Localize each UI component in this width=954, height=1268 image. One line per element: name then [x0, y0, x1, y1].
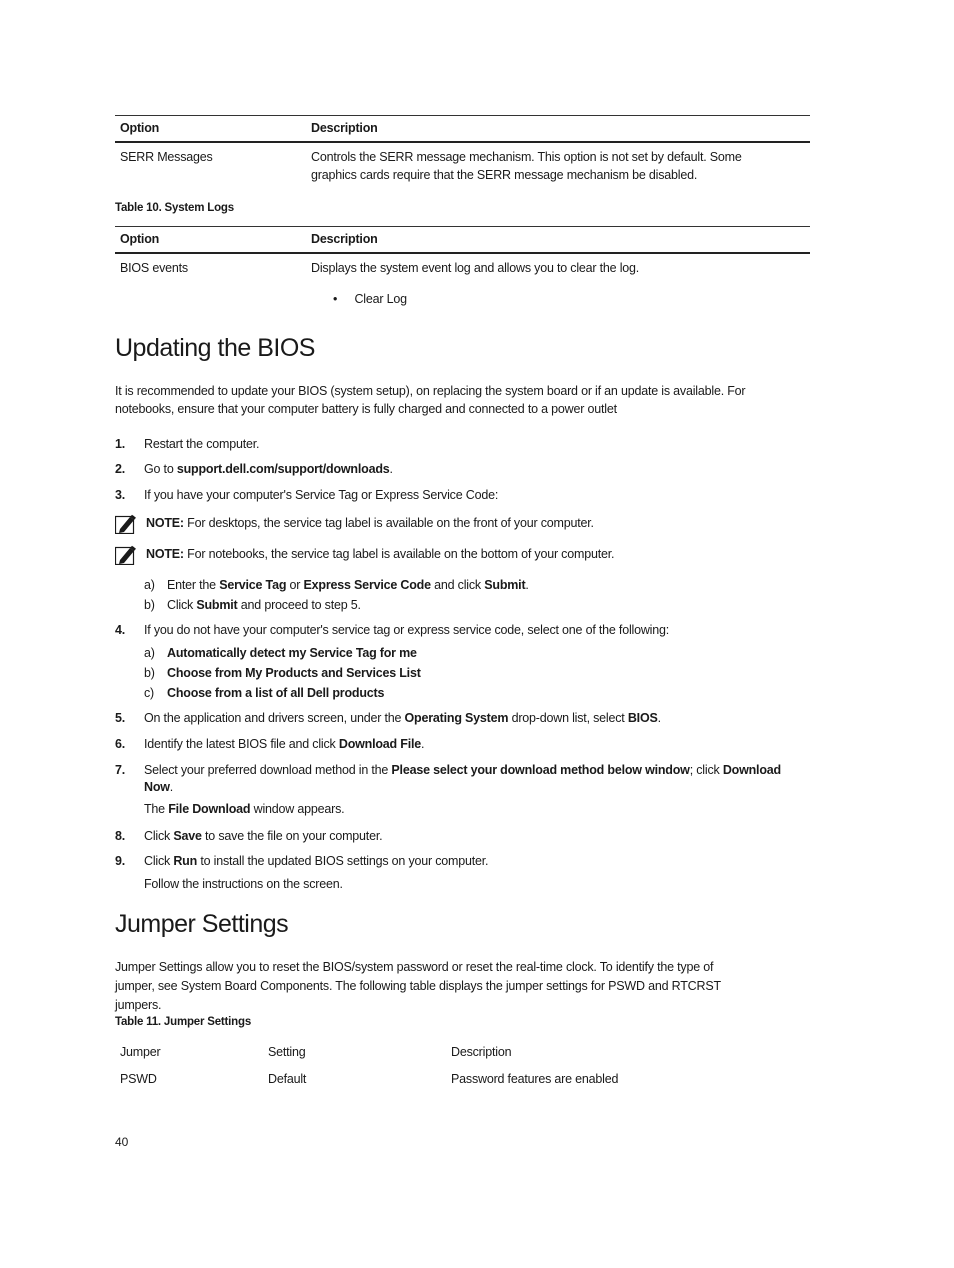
support-url-link[interactable]: support.dell.com/support/downloads: [176, 462, 390, 476]
text-run: Go to: [144, 462, 177, 476]
substep-letter: c): [144, 686, 155, 700]
step-text: [144, 852, 488, 870]
table-header-option: Option: [115, 227, 306, 254]
ui-term: Download: [722, 763, 781, 777]
note-label: NOTE:: [146, 547, 184, 561]
note-desktops: [115, 514, 815, 536]
serr-table: [115, 115, 810, 184]
step-number: 5.: [115, 711, 126, 725]
text-run: Select your preferred download method in the: [144, 763, 392, 777]
step-number: 4.: [115, 623, 126, 637]
text-run: For desktops, the service tag label is available on the front of your computer.: [183, 516, 594, 530]
option-cell: BIOS events: [120, 261, 188, 275]
section-title-jumper-settings: Jumper Settings: [115, 910, 289, 938]
intro-line: It is recommended to update your BIOS (system setup), on replacing the system board or if an update is available. For: [115, 384, 746, 398]
description-line: graphics cards require that the SERR message mechanism be disabled.: [311, 168, 698, 182]
text-run: Click: [144, 829, 174, 843]
description-cell: [306, 142, 810, 184]
step-text: Follow the instructions on the screen.: [144, 877, 343, 891]
description-cell: [306, 253, 810, 308]
step-number: 7.: [115, 763, 126, 777]
substep-letter: b): [144, 666, 155, 680]
text-run: .: [389, 462, 393, 476]
step-text: [144, 800, 344, 818]
note-notebooks: [115, 545, 815, 567]
jumper-intro-paragraph: [115, 958, 815, 1014]
note-text: [146, 545, 614, 563]
step-number: 3.: [115, 488, 126, 502]
intro-line: Jumper Settings allow you to reset the BIOS/system password or reset the real-time clock. To identify the type of: [115, 960, 714, 974]
note-label: NOTE:: [146, 516, 184, 530]
table-header-description: Description: [451, 1045, 512, 1059]
substep-letter: b): [144, 598, 155, 612]
ui-term: Submit: [484, 578, 526, 592]
table-header-setting: Setting: [268, 1045, 306, 1059]
ui-term: Save: [173, 829, 202, 843]
ui-term: Please select your download method below window: [391, 763, 690, 777]
pencil-note-icon: [115, 514, 137, 534]
text-run: to install the updated BIOS settings on your computer.: [197, 854, 489, 868]
pencil-note-icon: [115, 545, 137, 565]
description-cell: Password features are enabled: [451, 1072, 619, 1086]
system-logs-table: [115, 226, 810, 308]
text-run: .: [421, 737, 425, 751]
table-header-description: Description: [306, 227, 810, 254]
intro-paragraph: [115, 382, 815, 418]
ui-term: File Download: [168, 802, 251, 816]
table-caption: Table 11. Jumper Settings: [115, 1016, 252, 1028]
step-text: [144, 761, 781, 779]
option-text: Choose from My Products and Services List: [167, 666, 421, 680]
text-run: Enter the: [167, 578, 220, 592]
step-text: Restart the computer.: [144, 437, 260, 451]
option-text: Automatically detect my Service Tag for me: [167, 646, 417, 660]
text-run: .: [657, 711, 661, 725]
text-run: and click: [430, 578, 485, 592]
description-line: Controls the SERR message mechanism. This option is not set by default. Some: [311, 150, 742, 164]
ui-term: Submit: [196, 598, 238, 612]
section-title-updating-bios: Updating the BIOS: [115, 334, 315, 362]
text-run: to save the file on your computer.: [201, 829, 383, 843]
text-run: Click: [167, 598, 197, 612]
text-run: Identify the latest BIOS file and click: [144, 737, 339, 751]
text-run: On the application and drivers screen, under the: [144, 711, 405, 725]
note-text: [146, 514, 594, 532]
substep-letter: a): [144, 578, 155, 592]
ui-term: BIOS: [627, 711, 658, 725]
step-text: [167, 576, 529, 594]
step-text: [144, 778, 173, 796]
step-text: [144, 460, 393, 478]
text-run: The: [144, 802, 169, 816]
step-number: 1.: [115, 437, 126, 451]
table-row: [115, 142, 810, 184]
step-text: [144, 827, 382, 845]
step-text: If you do not have your computer's service tag or express service code, select one of the following:: [144, 623, 670, 637]
text-run: window appears.: [250, 802, 345, 816]
step-text: [167, 596, 361, 614]
table-row: [115, 253, 810, 308]
jumper-cell: PSWD: [120, 1072, 157, 1086]
ui-term: Now: [144, 780, 170, 794]
setting-cell: Default: [268, 1072, 307, 1086]
table-caption: Table 10. System Logs: [115, 202, 234, 214]
bullet-item: [311, 290, 805, 308]
bullet-icon: •: [333, 292, 338, 306]
table-header-description: Description: [306, 116, 810, 143]
ui-term: Operating System: [404, 711, 509, 725]
intro-line: jumper, see System Board Components. The following table displays the jumper settings for PSWD and RTCRST: [115, 979, 721, 993]
step-text: [144, 709, 661, 727]
page-number: 40: [115, 1135, 129, 1149]
text-run: or: [286, 578, 304, 592]
text-run: .: [169, 780, 174, 794]
text-run: and proceed to step 5.: [237, 598, 361, 612]
intro-line: jumpers.: [115, 998, 162, 1012]
step-text: If you have your computer's Service Tag or Express Service Code:: [144, 488, 499, 502]
step-number: 9.: [115, 854, 126, 868]
text-run: drop-down list, select: [508, 711, 628, 725]
description-line: Displays the system event log and allows you to clear the log.: [311, 261, 640, 275]
text-run: .: [525, 578, 529, 592]
bullet-text: Clear Log: [354, 292, 407, 306]
option-text: Choose from a list of all Dell products: [167, 686, 385, 700]
table-header-jumper: Jumper: [120, 1045, 161, 1059]
intro-line: notebooks, ensure that your computer battery is fully charged and connected to a power outlet: [115, 402, 617, 416]
text-run: ; click: [689, 763, 723, 777]
option-cell: SERR Messages: [120, 150, 213, 164]
step-number: 8.: [115, 829, 126, 843]
step-number: 2.: [115, 462, 126, 476]
table-header-option: Option: [115, 116, 306, 143]
text-run: For notebooks, the service tag label is available on the bottom of your computer.: [183, 547, 615, 561]
substep-letter: a): [144, 646, 155, 660]
step-number: 6.: [115, 737, 126, 751]
step-text: [144, 735, 424, 753]
ui-term: Run: [173, 854, 198, 868]
ui-term: Download File: [338, 737, 421, 751]
ui-term: Express Service Code: [303, 578, 431, 592]
text-run: Click: [144, 854, 174, 868]
ui-term: Service Tag: [219, 578, 287, 592]
